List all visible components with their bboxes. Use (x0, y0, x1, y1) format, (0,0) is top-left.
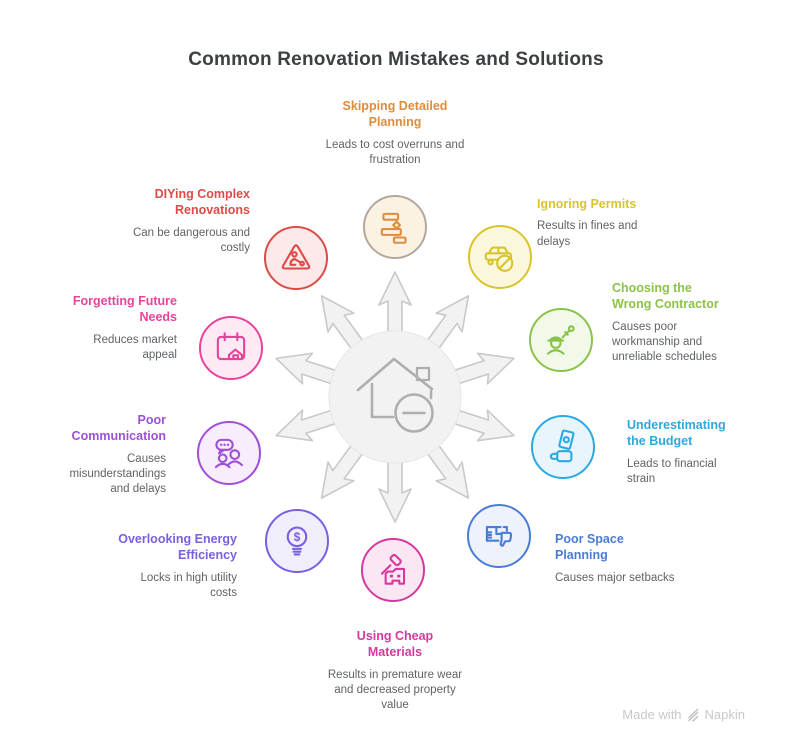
calendar-house-icon (210, 327, 252, 369)
item-description: Can be dangerous and costly (132, 226, 250, 254)
item-description: Locks in high utility costs (140, 571, 237, 599)
page-title: Common Renovation Mistakes and Solutions (188, 49, 604, 70)
svg-text:$: $ (293, 530, 301, 544)
item-title: Poor Space Planning (555, 532, 624, 563)
item-title: Poor Communication (71, 413, 166, 444)
item-title: Ignoring Permits (537, 197, 637, 211)
icon-circle (529, 308, 593, 372)
gantt-chart-icon (374, 206, 416, 248)
item-title: Underestimating the Budget (627, 418, 726, 449)
icon-circle (199, 316, 263, 380)
icon-circle (363, 195, 427, 259)
item-title: DIYing Complex Renovations (154, 187, 250, 218)
item-description: Results in fines and delays (537, 220, 638, 248)
item-description: Reduces market appeal (93, 333, 177, 361)
item-title: Using Cheap Materials (356, 629, 434, 660)
item-description: Causes poor workmanship and unreliable schedules (612, 320, 717, 364)
people-chat-icon (208, 432, 250, 474)
item-title: Overlooking Energy Efficiency (118, 532, 237, 563)
floorplan-thumbs-down-icon (478, 515, 520, 557)
icon-circle (531, 415, 595, 479)
icon-circle (361, 538, 425, 602)
item-description: Causes major setbacks (555, 571, 675, 584)
bulb-dollar-icon (276, 520, 318, 562)
icon-circle (265, 509, 329, 573)
item-description: Leads to cost overruns and frustration (325, 138, 465, 166)
contractor-tools-icon (540, 319, 582, 361)
money-hand-icon (542, 426, 584, 468)
hub-arrows-graphic (255, 257, 535, 537)
watermark-text: Made with (622, 707, 682, 722)
icon-circle (264, 226, 328, 290)
item-title: Choosing the Wrong Contractor (612, 281, 719, 312)
icon-circle (468, 225, 532, 289)
napkin-watermark[interactable] (622, 707, 745, 722)
icon-circle (467, 504, 531, 568)
hub-circle (329, 331, 461, 463)
icon-circle (197, 421, 261, 485)
item-description: Leads to financial strain (627, 457, 717, 485)
item-title: Skipping Detailed Planning (342, 99, 448, 130)
item-description: Results in premature wear and decreased property value (327, 668, 463, 712)
mallet-broken-block-icon (372, 549, 414, 591)
item-title: Forgetting Future Needs (72, 294, 177, 325)
napkin-logo-icon (687, 708, 700, 722)
car-prohibited-icon (479, 236, 521, 278)
roadwork-sign-icon (275, 237, 317, 279)
item-description: Causes misunderstandings and delays (69, 452, 166, 496)
watermark-brand: Napkin (704, 707, 745, 722)
